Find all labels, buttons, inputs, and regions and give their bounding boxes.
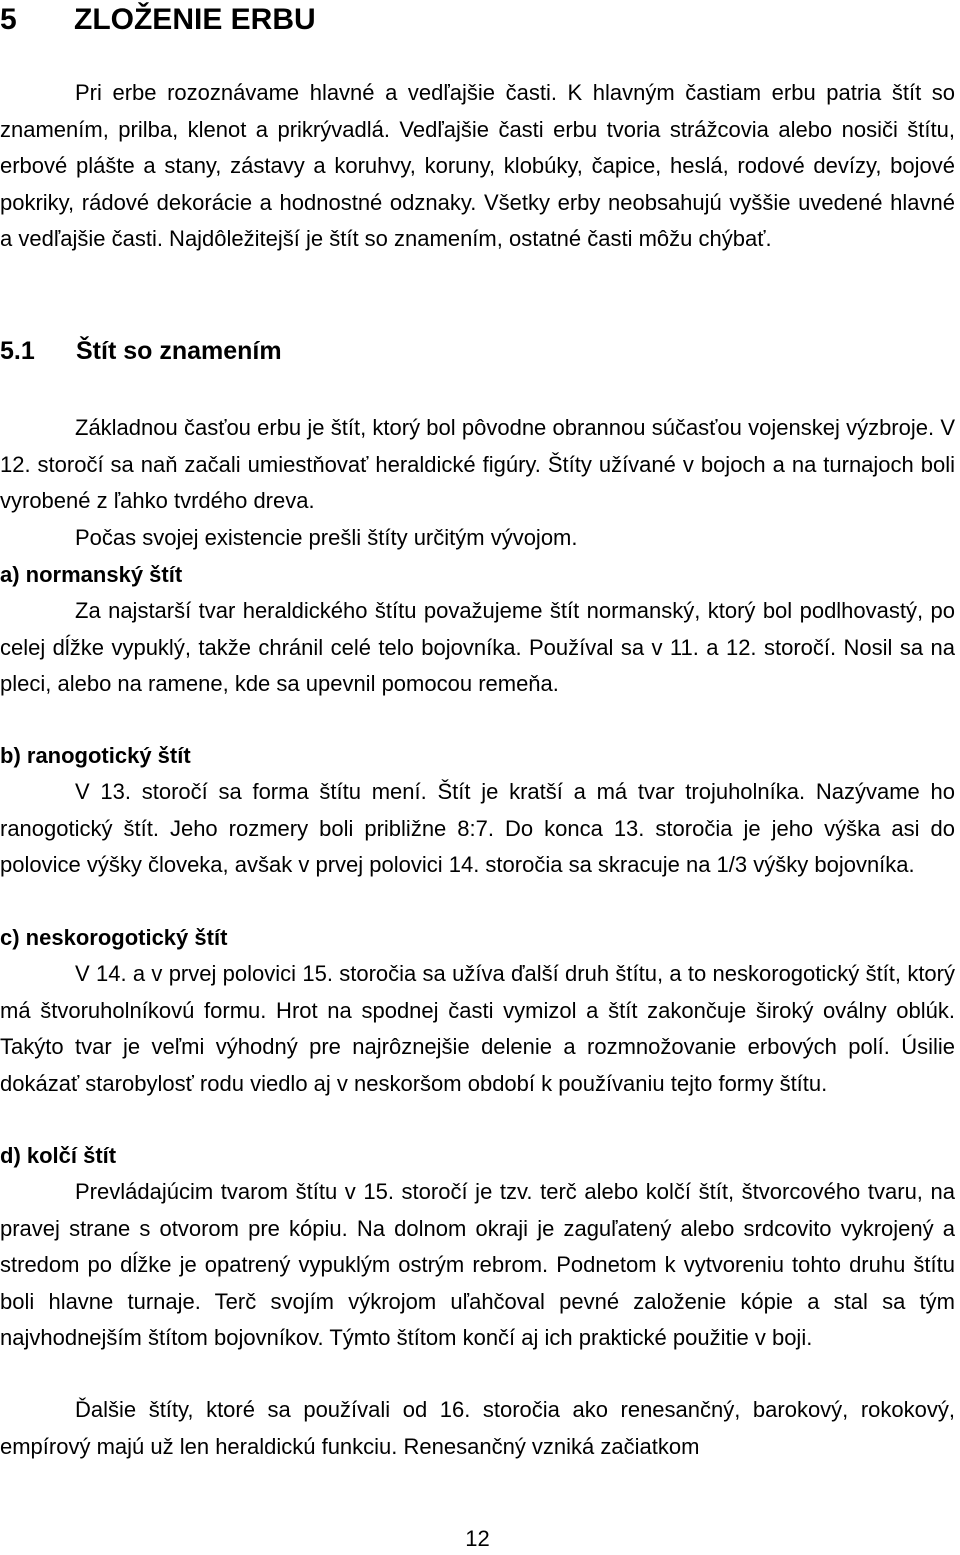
shield-type-paragraph: Prevládajúcim tvarom štítu v 15. storočí je tzv. terč alebo kolčí štít, štvorcového tvaru, na pravej strane s otvorom pre kópiu. Na dolnom okraji je zaguľatený alebo srdcovito vykrojený a stredom po dĺžke je opatrený vypuklým ostrým rebrom. Podnetom k vytvoreniu tohto druhu štítu boli hlavne turnaje. Terč svojím výkrojom uľahčoval pevné založenie kópie a stal sa tým najvhodnejším štítom bojovníkov. Týmto štítom končí aj ich praktické použitie v boji. <box>0 1179 955 1350</box>
section-number: 5.1 <box>0 337 35 365</box>
section-paragraph: Základnou časťou erbu je štít, ktorý bol pôvodne obrannou súčasťou vojenskej výzbroje. V 12. storočí sa naň začali umiestňovať heraldické figúry. Štíty užívané v bojoch a na turnajoch boli vyrobené z ľahko tvrdého dreva. <box>0 415 955 513</box>
section-title-text: Štít so znamením <box>76 337 282 365</box>
section-paragraph: Počas svojej existencie prešli štíty určitým vývojom. <box>75 525 578 550</box>
chapter-title-text: ZLOŽENIE ERBU <box>74 3 316 36</box>
closing-paragraph: Ďalšie štíty, ktoré sa používali od 16. storočia ako renesančný, barokový, rokokový, empírový majú už len heraldickú funkciu. Renesančný vzniká začiatkom <box>0 1397 955 1459</box>
shield-type-heading: a) normanský štít <box>0 562 183 587</box>
chapter-title <box>0 0 316 40</box>
shield-type-paragraph: V 13. storočí sa forma štítu mení. Štít je kratší a má tvar trojuholníka. Nazývame ho ranogotický štít. Jeho rozmery boli približne 8:7. Do konca 13. storočia je jeho výška asi do polovice výšky človeka, avšak v prvej polovici 14. storočia sa skracuje na 1/3 výšky bojovníka. <box>0 779 955 877</box>
page-number: 12 <box>465 1526 490 1551</box>
section-title <box>0 333 282 369</box>
shield-type-heading: c) neskorogotický štít <box>0 925 228 950</box>
shield-type-heading: b) ranogotický štít <box>0 743 191 768</box>
shield-type-heading: d) kolčí štít <box>0 1143 117 1168</box>
shield-type-paragraph: Za najstarší tvar heraldického štítu považujeme štít normanský, ktorý bol podlhovastý, po celej dĺžke vypuklý, takže chránil celé telo bojovníka. Používal sa v 11. a 12. storočí. Nosil sa na pleci, alebo na ramene, kde sa upevnil pomocou remeňa. <box>0 598 955 696</box>
chapter-number: 5 <box>0 3 17 36</box>
intro-paragraph: Pri erbe rozoznávame hlavné a vedľajšie časti. K hlavným častiam erbu patria štít so znamením, prilba, klenot a prikrývadlá. Vedľajšie časti erbu tvoria strážcovia alebo nosiči štítu, erbové plášte a stany, zástavy a koruhvy, koruny, klobúky, čapice, heslá, rodové devízy, bojové pokriky, rádové dekorácie a hodnostné odznaky. Všetky erby neobsahujú vyššie uvedené hlavné a vedľajšie časti. Najdôležitejší je štít so znamením, ostatné časti môžu chýbať. <box>0 80 955 251</box>
shield-type-paragraph: V 14. a v prvej polovici 15. storočia sa užíva ďalší druh štítu, a to neskorogotický štít, ktorý má štvoruholníkovú formu. Hrot na spodnej časti vymizol a štít zakončuje široký oválny oblúk. Takýto tvar je veľmi výhodný pre najrôznejšie delenie a rozmnožovanie erbových polí. Úsilie dokázať starobylosť rodu viedlo aj v neskoršom období k používaniu tejto formy štítu. <box>0 961 955 1096</box>
